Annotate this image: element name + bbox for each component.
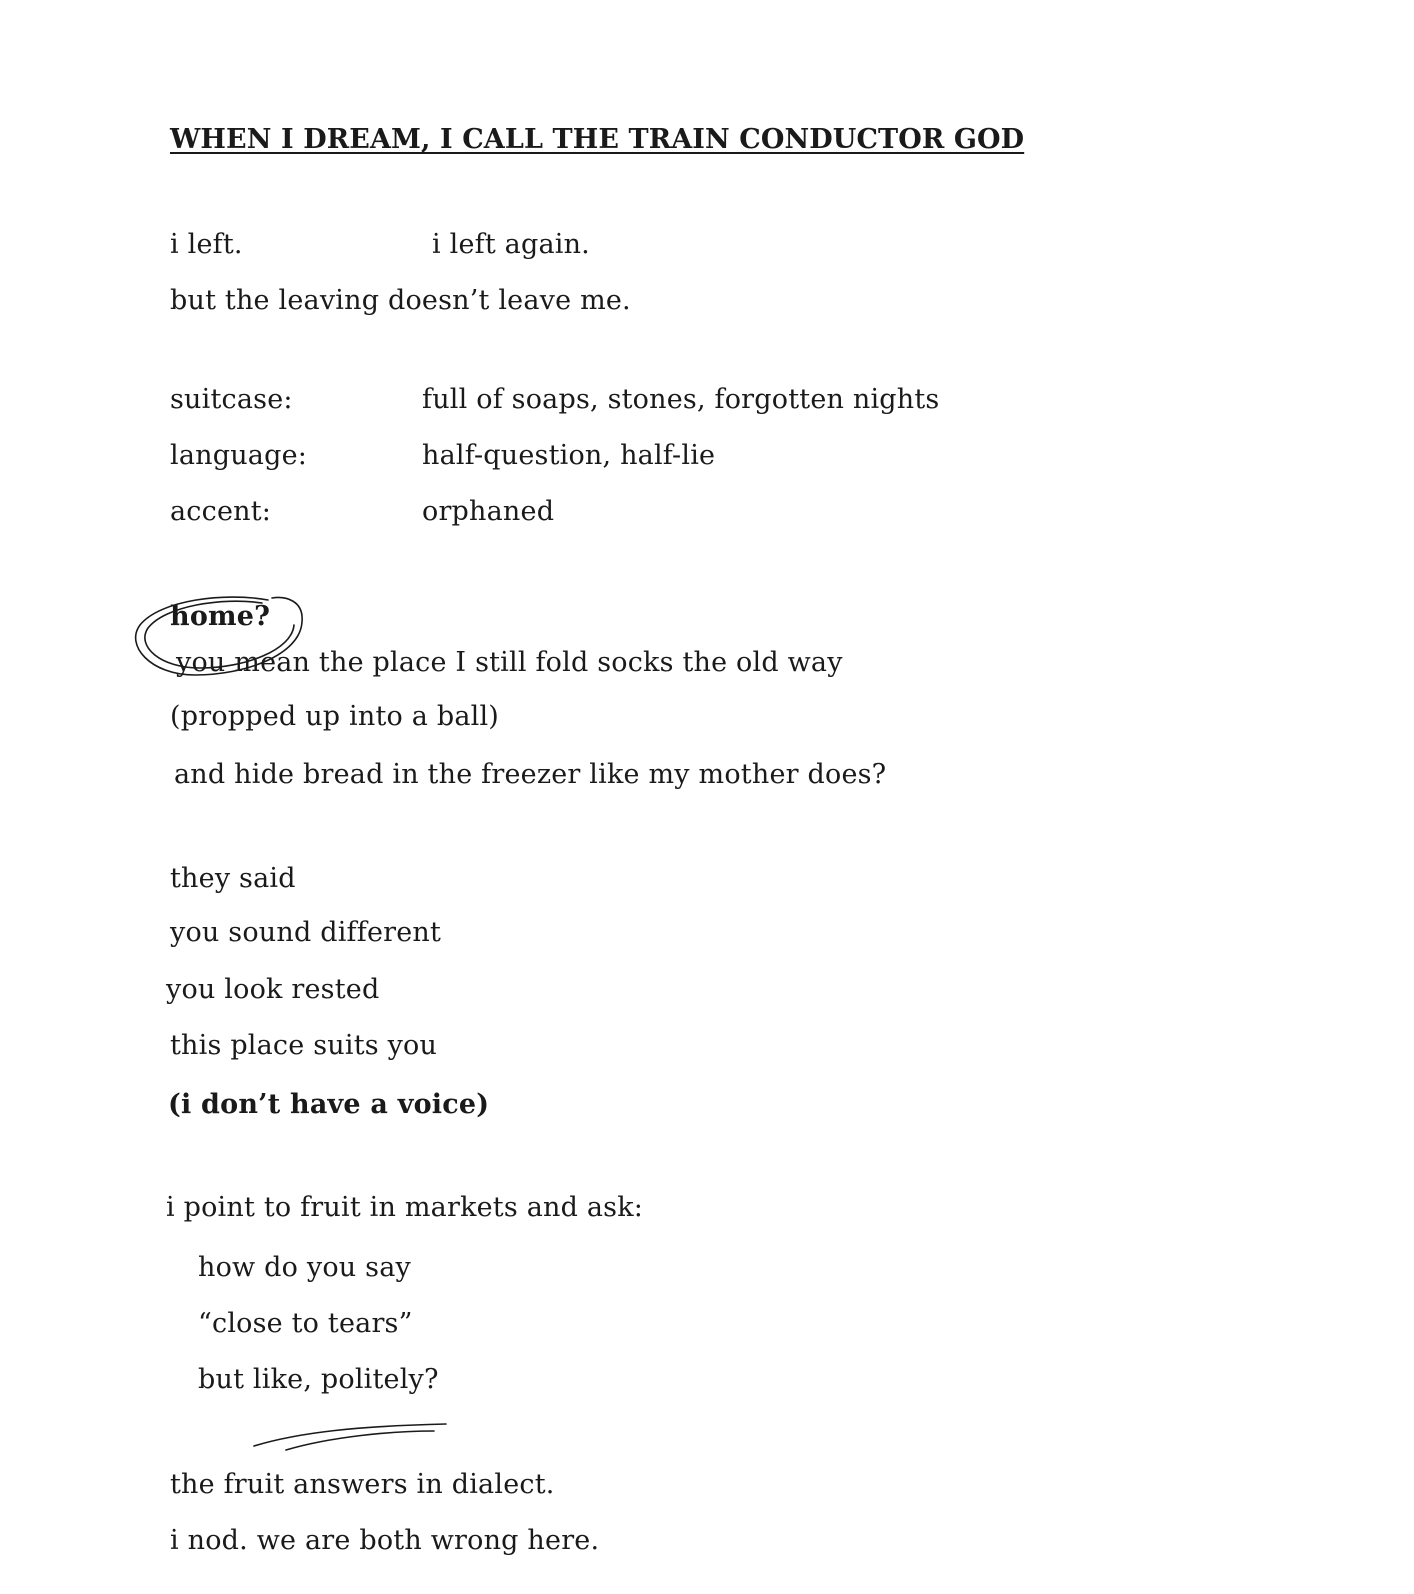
ending-line1: the fruit answers in dialect. bbox=[170, 1469, 555, 1500]
home-line3: and hide bread in the freezer like my mother does? bbox=[174, 759, 887, 790]
inventory-label-accent: accent: bbox=[170, 496, 272, 527]
home-line1: you mean the place I still fold socks the old way bbox=[176, 647, 843, 678]
market-line2: how do you say bbox=[198, 1252, 411, 1283]
inventory-label-suitcase: suitcase: bbox=[170, 384, 293, 415]
market-line3: “close to tears” bbox=[198, 1308, 413, 1339]
they-said-line2: you sound different bbox=[170, 917, 442, 948]
they-said-line3: you look rested bbox=[166, 974, 380, 1005]
politely-underline-mark bbox=[254, 1424, 446, 1446]
market-line1: i point to fruit in markets and ask: bbox=[166, 1192, 644, 1223]
stanza1-line1-b: i left again. bbox=[432, 229, 590, 260]
inventory-value-language: half-question, half-lie bbox=[422, 440, 716, 471]
home-line2: (propped up into a ball) bbox=[170, 701, 500, 732]
inventory-value-accent: orphaned bbox=[422, 496, 555, 527]
they-said-line5: (i don’t have a voice) bbox=[168, 1089, 490, 1120]
stanza1-line2: but the leaving doesn’t leave me. bbox=[170, 285, 631, 316]
ending-line2: i nod. we are both wrong here. bbox=[170, 1525, 600, 1556]
they-said-line4: this place suits you bbox=[170, 1030, 438, 1061]
inventory-value-suitcase: full of soaps, stones, forgotten nights bbox=[422, 384, 940, 415]
market-line4: but like, politely? bbox=[198, 1364, 439, 1395]
stanza1-line1-a: i left. bbox=[170, 229, 243, 260]
politely-underline-mark-2 bbox=[286, 1431, 434, 1450]
home-heading: home? bbox=[170, 601, 271, 632]
they-said-line1: they said bbox=[170, 863, 296, 894]
inventory-label-language: language: bbox=[170, 440, 308, 471]
poem-title: WHEN I DREAM, I CALL THE TRAIN CONDUCTOR GOD bbox=[170, 124, 1025, 155]
